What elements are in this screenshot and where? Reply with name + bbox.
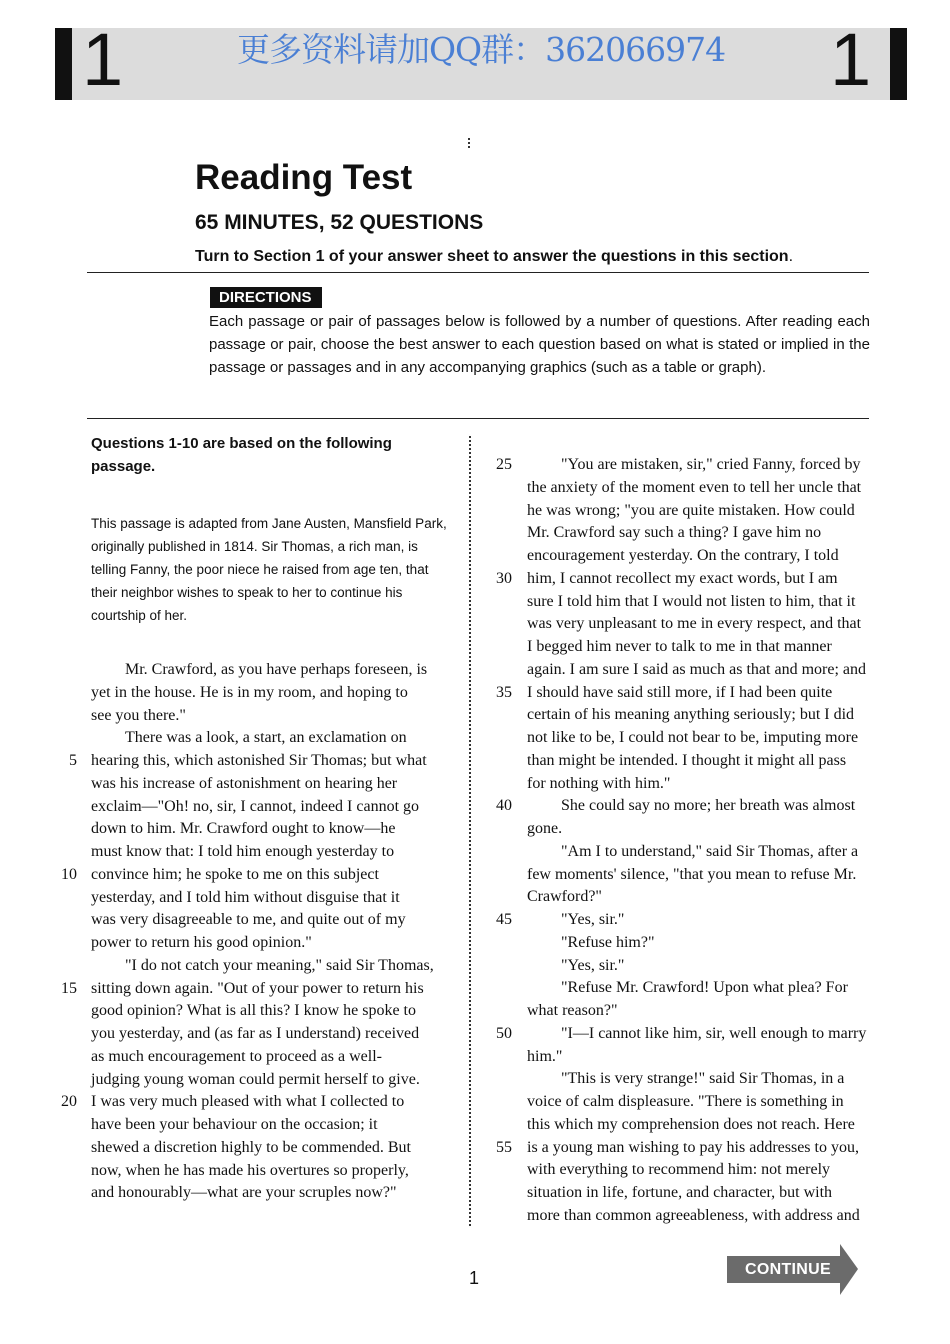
passage-line: shewed a discretion highly to be commended. But <box>91 1138 411 1156</box>
passage-line: was his increase of astonishment on hearing her <box>91 774 398 792</box>
passage-line: the anxiety of the moment even to tell her uncle that <box>527 478 862 496</box>
passage-line: what reason?" <box>527 1002 618 1019</box>
continue-label: CONTINUE <box>745 1261 831 1278</box>
test-subtitle: 65 MINUTES, 52 QUESTIONS <box>195 211 484 234</box>
line-number: 35 <box>496 683 512 701</box>
passage-line: this which my comprehension does not reach. Here <box>527 1115 855 1133</box>
watermark-text: 更多资料请加QQ群：362066974 <box>237 30 726 69</box>
passage-line: for nothing with him." <box>527 774 671 792</box>
passage-line: I begged him never to talk to me in that manner <box>527 638 832 655</box>
passage-line: again. I am sure I said as much as that and more; and <box>527 660 866 678</box>
passage-line: "Yes, sir." <box>561 911 625 928</box>
page-number: 1 <box>469 1268 480 1288</box>
passage-line: "Refuse Mr. Crawford! Upon what plea? For <box>561 979 848 997</box>
passage-line: "Yes, sir." <box>561 956 625 974</box>
passage-line: "I—I cannot like him, sir, well enough to marry <box>561 1024 867 1042</box>
passage-line: down to him. Mr. Crawford ought to know—he <box>91 820 396 838</box>
line-number: 20 <box>61 1093 77 1111</box>
line-number: 40 <box>496 797 512 815</box>
passage-line: now, when he has made his overtures so properly, <box>91 1161 409 1179</box>
passage-line: She could say no more; her breath was almost <box>561 797 856 815</box>
page-title: Reading Test <box>195 158 413 197</box>
passage-line: as much encouragement to proceed as a well- <box>91 1047 382 1065</box>
passage-line: "Am I to understand," said Sir Thomas, after a <box>561 842 859 860</box>
passage-line: was very unpleasant to me in every respect, and that <box>527 615 862 633</box>
passage-line: and honourably—what are your scruples now?" <box>91 1184 397 1202</box>
passage-line: certain of his meaning anything seriously; but I did <box>527 706 855 724</box>
passage-line: with everything to recommend him: not merely <box>527 1161 831 1179</box>
directions-text: Each passage or pair of passages below is followed by a number of questions. After reading each passage or pair, choose the best answer to each question based on what is stated or implied in the passage or passages and in any accompanying graphics (such as a table or graph). <box>209 313 870 376</box>
answer-sheet-instruction <box>195 248 793 266</box>
passage-heading: Questions 1-10 are based on the following passage. <box>91 435 392 475</box>
passage-line: There was a look, a start, an exclamation on <box>125 729 407 747</box>
line-number: 45 <box>496 911 512 928</box>
passage-line: power to return his good opinion." <box>91 934 312 951</box>
line-number: 50 <box>496 1024 512 1042</box>
passage-line: him, I cannot recollect my exact words, but I am <box>527 569 838 587</box>
passage-line: "This is very strange!" said Sir Thomas, in a <box>561 1070 845 1088</box>
passage-line: must know that: I told him enough yesterday to <box>91 843 395 860</box>
passage-line: convince him; he spoke to me on this subject <box>91 865 379 883</box>
passage-line: sitting down again. "Out of your power to return his <box>91 979 424 997</box>
passage-line: him." <box>527 1047 563 1065</box>
directions-badge: DIRECTIONS <box>210 287 322 308</box>
passage-line: judging young woman could permit herself to give. <box>91 1070 420 1088</box>
passage-line: have been your behaviour on the occasion; it <box>91 1116 378 1133</box>
passage-line: yet in the house. He is in my room, and hoping to <box>91 683 408 701</box>
line-number: 30 <box>496 569 512 587</box>
passage-line: Crawford?" <box>527 888 602 906</box>
passage-line: voice of calm displeasure. "There is something in <box>527 1093 844 1110</box>
passage-line: "I do not catch your meaning," said Sir Thomas, <box>125 956 434 974</box>
passage-line: situation in life, fortune, and character, but with <box>527 1184 833 1201</box>
passage-line: see you there." <box>91 706 186 724</box>
passage-line: yesterday, and I told him without disguise that it <box>91 888 400 906</box>
passage-intro: This passage is adapted from Jane Austen, Mansfield Park, originally published in 1814. Sir Thomas, a rich man, is telling Fanny, the poor niece he raised from age ten, that their neighbor wishes to speak to her to continue his courtship of her. <box>91 516 447 623</box>
passage-line: "You are mistaken, sir," cried Fanny, forced by <box>561 456 861 473</box>
section-marker-left <box>55 28 72 100</box>
section-marker-right <box>890 28 907 100</box>
line-number: 55 <box>496 1138 512 1156</box>
passage-line: encouragement yesterday. On the contrary, I told <box>527 547 839 564</box>
passage-line: hearing this, which astonished Sir Thomas; but what <box>91 752 427 769</box>
line-number: 25 <box>496 456 512 473</box>
passage-line: few moments' silence, "that you mean to refuse Mr. <box>527 865 857 883</box>
passage-line: he was wrong; "you are quite mistaken. How could <box>527 501 855 519</box>
passage-line: "Refuse him?" <box>561 933 655 951</box>
directions-bottom-rule <box>87 418 869 419</box>
passage-line: was very disagreeable to me, and quite out of my <box>91 911 406 929</box>
passage-line: than might be intended. I thought it might all pass <box>527 751 847 769</box>
passage-line: I should have said still more, if I had been quite <box>527 683 833 701</box>
passage-line: more than common agreeableness, with address and <box>527 1206 860 1224</box>
passage-line: gone. <box>527 820 563 837</box>
passage-line: good opinion? What is all this? I know he spoke to <box>91 1002 416 1020</box>
instruction-period: . <box>788 248 794 265</box>
section-number-left: 1 <box>82 18 124 101</box>
passage-line: not like to be, I could not bear to be, imputing more <box>527 729 859 746</box>
passage-line: exclaim—"Oh! no, sir, I cannot, indeed I cannot go <box>91 797 420 815</box>
passage-line: sure I told him that I would not listen to him, that it <box>527 592 856 610</box>
continue-indicator <box>727 1244 858 1295</box>
line-number: 15 <box>61 979 77 997</box>
passage-line: is a young man wishing to pay his addresses to you, <box>527 1138 859 1156</box>
passage-line: Mr. Crawford say such a thing? I gave him no <box>527 524 822 542</box>
passage-line: you yesterday, and (as far as I understand) received <box>91 1025 420 1042</box>
section-number-right: 1 <box>830 18 872 101</box>
column-divider <box>469 436 471 1226</box>
passage-line: Mr. Crawford, as you have perhaps foreseen, is <box>125 661 428 678</box>
column-divider-top <box>468 138 474 148</box>
line-number: 5 <box>69 752 77 769</box>
directions-top-rule <box>87 272 869 273</box>
passage-line: I was very much pleased with what I collected to <box>91 1093 405 1111</box>
line-number: 10 <box>61 865 77 883</box>
instruction-text: Turn to Section 1 of your answer sheet to answer the questions in this section <box>195 248 789 265</box>
